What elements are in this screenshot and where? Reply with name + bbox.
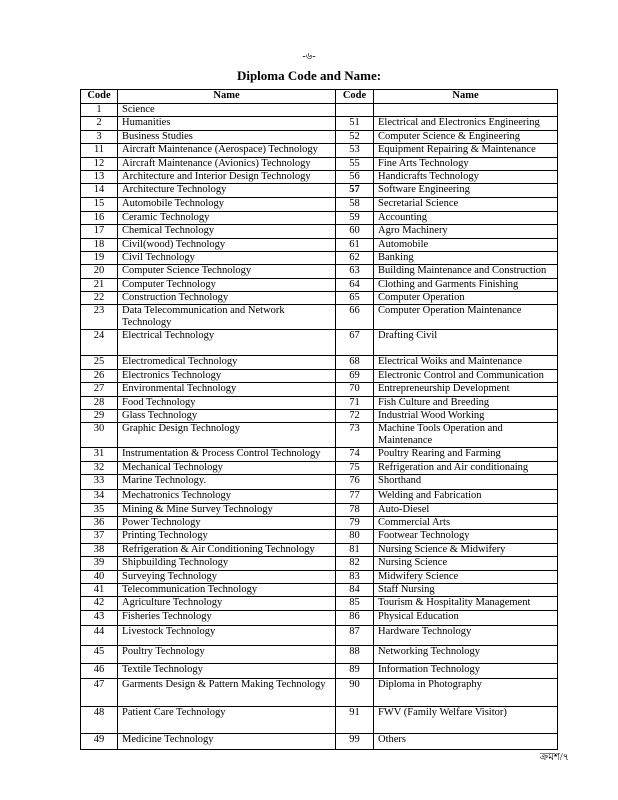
code-right-cell: 69 [336, 369, 374, 382]
table-row [81, 356, 558, 369]
table-row [81, 278, 558, 291]
table-row [81, 184, 558, 198]
name-right-cell: Midwifery Science [374, 570, 558, 583]
code-left-cell: 35 [81, 503, 118, 516]
code-left-cell: 39 [81, 557, 118, 570]
code-right-cell: 62 [336, 251, 374, 264]
code-right-cell: 73 [336, 423, 374, 448]
code-left-cell: 23 [81, 305, 118, 330]
code-left-cell: 41 [81, 583, 118, 596]
code-right-cell: 85 [336, 597, 374, 610]
code-right-cell: 57 [336, 184, 374, 198]
table-row [81, 475, 558, 490]
table-row [81, 678, 558, 706]
code-right-cell: 74 [336, 448, 374, 461]
code-right-cell: 76 [336, 475, 374, 490]
code-left-cell: 28 [81, 396, 118, 409]
code-left-cell: 32 [81, 461, 118, 474]
table-row [81, 706, 558, 733]
name-right-cell: Others [374, 733, 558, 749]
code-left-cell: 46 [81, 663, 118, 678]
code-right-cell: 90 [336, 678, 374, 706]
name-right-cell: FWV (Family Welfare Visitor) [374, 706, 558, 733]
table-row [81, 238, 558, 251]
table-row [81, 448, 558, 461]
table-row [81, 663, 558, 678]
code-left-cell: 43 [81, 610, 118, 625]
name-left-cell: Garments Design & Pattern Making Technology [118, 678, 336, 706]
table-row [81, 490, 558, 503]
table-row [81, 583, 558, 596]
code-left-cell: 44 [81, 625, 118, 645]
code-left-cell: 30 [81, 423, 118, 448]
code-right-cell: 78 [336, 503, 374, 516]
code-left-cell: 18 [81, 238, 118, 251]
code-left-cell: 24 [81, 330, 118, 356]
table-row [81, 265, 558, 278]
code-left-cell: 45 [81, 645, 118, 663]
table-row [81, 117, 558, 130]
table-row [81, 104, 558, 117]
code-right-cell: 51 [336, 117, 374, 130]
name-left-cell: Construction Technology [118, 292, 336, 305]
code-left-cell: 26 [81, 369, 118, 382]
code-left-cell: 3 [81, 130, 118, 143]
code-left-cell: 1 [81, 104, 118, 117]
name-right-cell: Fine Arts Technology [374, 157, 558, 170]
name-left-cell: Mechanical Technology [118, 461, 336, 474]
code-right-cell: 64 [336, 278, 374, 291]
table-row [81, 461, 558, 474]
table-row [81, 170, 558, 183]
table-row [81, 625, 558, 645]
diploma-code-table [80, 89, 558, 750]
code-left-cell: 14 [81, 184, 118, 198]
name-left-cell: Science [118, 104, 336, 117]
code-right-cell: 99 [336, 733, 374, 749]
name-right-cell: Hardware Technology [374, 625, 558, 645]
table-row [81, 157, 558, 170]
table-row [81, 597, 558, 610]
table-row [81, 503, 558, 516]
code-left-cell: 2 [81, 117, 118, 130]
code-left-cell: 38 [81, 543, 118, 556]
name-right-cell: Poultry Rearing and Farming [374, 448, 558, 461]
name-left-cell: Computer Technology [118, 278, 336, 291]
code-right-cell: 88 [336, 645, 374, 663]
name-left-cell: Mechatronics Technology [118, 490, 336, 503]
name-right-cell: Nursing Science & Midwifery [374, 543, 558, 556]
name-left-cell: Textile Technology [118, 663, 336, 678]
name-left-cell: Instrumentation & Process Control Technology [118, 448, 336, 461]
name-left-cell: Medicine Technology [118, 733, 336, 749]
name-right-cell: Equipment Repairing & Maintenance [374, 144, 558, 157]
name-left-cell: Electronics Technology [118, 369, 336, 382]
header-code-right: Code [336, 90, 374, 104]
name-left-cell: Humanities [118, 117, 336, 130]
name-right-cell: Computer Operation [374, 292, 558, 305]
code-left-cell: 37 [81, 530, 118, 543]
code-left-cell: 20 [81, 265, 118, 278]
header-name-left: Name [118, 90, 336, 104]
name-right-cell: Secretarial Science [374, 198, 558, 211]
name-left-cell: Telecommunication Technology [118, 583, 336, 596]
code-right-cell: 79 [336, 516, 374, 529]
name-right-cell: Networking Technology [374, 645, 558, 663]
code-right-cell: 77 [336, 490, 374, 503]
code-left-cell: 48 [81, 706, 118, 733]
name-right-cell: Refrigeration and Air conditionaing [374, 461, 558, 474]
table-row [81, 383, 558, 396]
code-right-cell [336, 104, 374, 117]
name-left-cell: Livestock Technology [118, 625, 336, 645]
name-right-cell: Building Maintenance and Construction [374, 265, 558, 278]
name-right-cell [374, 104, 558, 117]
code-left-cell: 34 [81, 490, 118, 503]
code-left-cell: 42 [81, 597, 118, 610]
name-left-cell: Electrical Technology [118, 330, 336, 356]
name-right-cell: Shorthand [374, 475, 558, 490]
code-right-cell: 89 [336, 663, 374, 678]
code-left-cell: 27 [81, 383, 118, 396]
code-left-cell: 22 [81, 292, 118, 305]
code-right-cell: 83 [336, 570, 374, 583]
code-left-cell: 16 [81, 211, 118, 224]
table-row [81, 557, 558, 570]
name-right-cell: Automobile [374, 238, 558, 251]
code-right-cell: 87 [336, 625, 374, 645]
code-right-cell: 61 [336, 238, 374, 251]
code-left-cell: 15 [81, 198, 118, 211]
name-right-cell: Welding and Fabrication [374, 490, 558, 503]
code-right-cell: 67 [336, 330, 374, 356]
name-left-cell: Graphic Design Technology [118, 423, 336, 448]
table-row [81, 610, 558, 625]
code-right-cell: 71 [336, 396, 374, 409]
code-right-cell: 55 [336, 157, 374, 170]
name-right-cell: Banking [374, 251, 558, 264]
code-left-cell: 12 [81, 157, 118, 170]
code-left-cell: 33 [81, 475, 118, 490]
name-right-cell: Electrical and Electronics Engineering [374, 117, 558, 130]
page-number: -৬- [302, 51, 316, 62]
table-row [81, 144, 558, 157]
name-left-cell: Patient Care Technology [118, 706, 336, 733]
code-left-cell: 31 [81, 448, 118, 461]
name-left-cell: Aircraft Maintenance (Aerospace) Technology [118, 144, 336, 157]
name-left-cell: Food Technology [118, 396, 336, 409]
continued-note: ক্রমশ/৭ [540, 752, 570, 763]
table-row [81, 292, 558, 305]
table-row [81, 211, 558, 224]
name-right-cell: Tourism & Hospitality Management [374, 597, 558, 610]
table-row [81, 369, 558, 382]
code-right-cell: 52 [336, 130, 374, 143]
code-left-cell: 40 [81, 570, 118, 583]
table-header-row [81, 90, 558, 104]
name-right-cell: Footwear Technology [374, 530, 558, 543]
code-left-cell: 25 [81, 356, 118, 369]
code-right-cell: 65 [336, 292, 374, 305]
name-left-cell: Surveying Technology [118, 570, 336, 583]
code-left-cell: 17 [81, 225, 118, 238]
table-row [81, 225, 558, 238]
table-row [81, 198, 558, 211]
table-row [81, 645, 558, 663]
name-right-cell: Computer Operation Maintenance [374, 305, 558, 330]
table-row [81, 330, 558, 356]
code-left-cell: 13 [81, 170, 118, 183]
name-left-cell: Computer Science Technology [118, 265, 336, 278]
code-right-cell: 68 [336, 356, 374, 369]
name-right-cell: Industrial Wood Working [374, 410, 558, 423]
code-right-cell: 58 [336, 198, 374, 211]
name-left-cell: Shipbuilding Technology [118, 557, 336, 570]
code-right-cell: 82 [336, 557, 374, 570]
code-right-cell: 56 [336, 170, 374, 183]
header-name-right: Name [374, 90, 558, 104]
name-left-cell: Agriculture Technology [118, 597, 336, 610]
name-right-cell: Drafting Civil [374, 330, 558, 356]
header-code-left: Code [81, 90, 118, 104]
table-row [81, 130, 558, 143]
code-left-cell: 29 [81, 410, 118, 423]
code-right-cell: 53 [336, 144, 374, 157]
name-right-cell: Accounting [374, 211, 558, 224]
name-left-cell: Environmental Technology [118, 383, 336, 396]
name-left-cell: Glass Technology [118, 410, 336, 423]
code-right-cell: 75 [336, 461, 374, 474]
name-right-cell: Handicrafts Technology [374, 170, 558, 183]
code-right-cell: 59 [336, 211, 374, 224]
name-right-cell: Commercial Arts [374, 516, 558, 529]
table-row [81, 543, 558, 556]
code-left-cell: 49 [81, 733, 118, 749]
name-left-cell: Electromedical Technology [118, 356, 336, 369]
table-row [81, 423, 558, 448]
name-left-cell: Civil Technology [118, 251, 336, 264]
code-right-cell: 91 [336, 706, 374, 733]
name-left-cell: Power Technology [118, 516, 336, 529]
name-left-cell: Architecture Technology [118, 184, 336, 198]
name-left-cell: Poultry Technology [118, 645, 336, 663]
name-right-cell: Electronic Control and Communication [374, 369, 558, 382]
name-right-cell: Nursing Science [374, 557, 558, 570]
name-left-cell: Automobile Technology [118, 198, 336, 211]
name-left-cell: Mining & Mine Survey Technology [118, 503, 336, 516]
name-right-cell: Information Technology [374, 663, 558, 678]
code-right-cell: 86 [336, 610, 374, 625]
code-left-cell: 21 [81, 278, 118, 291]
name-right-cell: Computer Science & Engineering [374, 130, 558, 143]
name-right-cell: Fish Culture and Breeding [374, 396, 558, 409]
table-row [81, 305, 558, 330]
name-left-cell: Aircraft Maintenance (Avionics) Technology [118, 157, 336, 170]
code-right-cell: 72 [336, 410, 374, 423]
name-right-cell: Staff Nursing [374, 583, 558, 596]
name-left-cell: Ceramic Technology [118, 211, 336, 224]
table-row [81, 251, 558, 264]
name-left-cell: Business Studies [118, 130, 336, 143]
code-left-cell: 11 [81, 144, 118, 157]
name-right-cell: Clothing and Garments Finishing [374, 278, 558, 291]
name-left-cell: Data Telecommunication and Network Technology [118, 305, 336, 330]
code-left-cell: 19 [81, 251, 118, 264]
table-row [81, 410, 558, 423]
code-right-cell: 63 [336, 265, 374, 278]
name-right-cell: Physical Education [374, 610, 558, 625]
table-row [81, 516, 558, 529]
name-left-cell: Printing Technology [118, 530, 336, 543]
name-left-cell: Marine Technology. [118, 475, 336, 490]
code-right-cell: 66 [336, 305, 374, 330]
code-right-cell: 80 [336, 530, 374, 543]
code-left-cell: 36 [81, 516, 118, 529]
name-right-cell: Electrical Woiks and Maintenance [374, 356, 558, 369]
name-left-cell: Fisheries Technology [118, 610, 336, 625]
code-right-cell: 81 [336, 543, 374, 556]
name-left-cell: Civil(wood) Technology [118, 238, 336, 251]
code-right-cell: 60 [336, 225, 374, 238]
name-right-cell: Auto-Diesel [374, 503, 558, 516]
name-left-cell: Architecture and Interior Design Technology [118, 170, 336, 183]
name-right-cell: Machine Tools Operation and Maintenance [374, 423, 558, 448]
code-right-cell: 84 [336, 583, 374, 596]
code-right-cell: 70 [336, 383, 374, 396]
name-left-cell: Refrigeration & Air Conditioning Technology [118, 543, 336, 556]
name-right-cell: Diploma in Photography [374, 678, 558, 706]
name-right-cell: Software Engineering [374, 184, 558, 198]
name-left-cell: Chemical Technology [118, 225, 336, 238]
table-row [81, 530, 558, 543]
table-row [81, 733, 558, 749]
table-row [81, 570, 558, 583]
name-right-cell: Entrepreneurship Development [374, 383, 558, 396]
name-right-cell: Agro Machinery [374, 225, 558, 238]
page-title: Diploma Code and Name: [236, 68, 382, 83]
code-left-cell: 47 [81, 678, 118, 706]
table-row [81, 396, 558, 409]
